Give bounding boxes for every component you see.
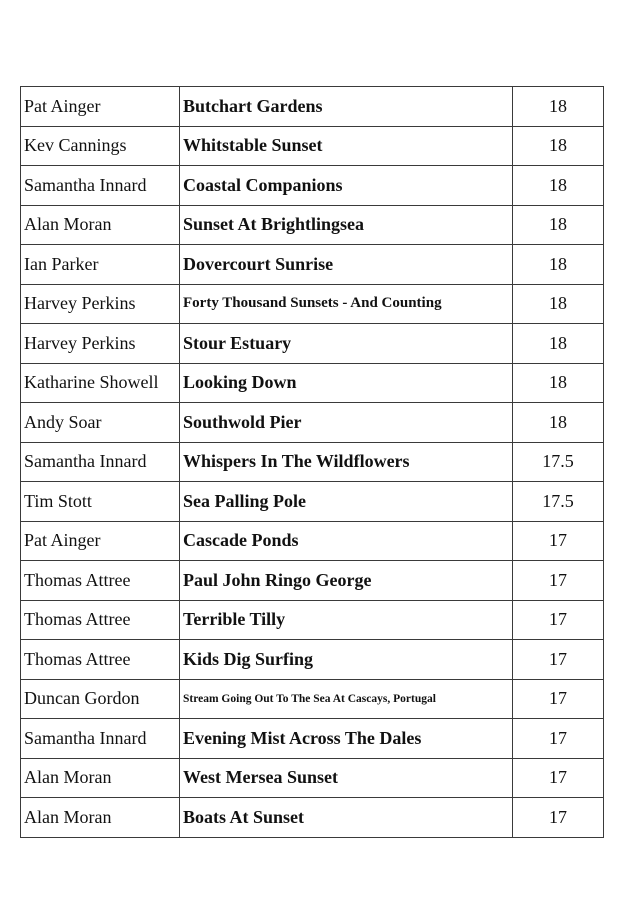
photographer-name: Alan Moran: [21, 205, 180, 245]
score: 17: [513, 758, 604, 798]
photographer-name: Katharine Showell: [21, 363, 180, 403]
photo-title: Sea Palling Pole: [180, 482, 513, 522]
score: 18: [513, 166, 604, 206]
photo-title: Terrible Tilly: [180, 600, 513, 640]
photographer-name: Samantha Innard: [21, 442, 180, 482]
score: 18: [513, 363, 604, 403]
photographer-name: Thomas Attree: [21, 600, 180, 640]
photographer-name: Alan Moran: [21, 798, 180, 838]
photo-title: Evening Mist Across The Dales: [180, 719, 513, 759]
photo-title: Looking Down: [180, 363, 513, 403]
photographer-name: Alan Moran: [21, 758, 180, 798]
table-row: [21, 205, 604, 245]
photographer-name: Samantha Innard: [21, 166, 180, 206]
table-row: [21, 798, 604, 838]
table-row: [21, 679, 604, 719]
table-row: [21, 166, 604, 206]
photo-title: Kids Dig Surfing: [180, 640, 513, 680]
photo-title: Coastal Companions: [180, 166, 513, 206]
score: 17: [513, 679, 604, 719]
photographer-name: Thomas Attree: [21, 640, 180, 680]
score: 17: [513, 798, 604, 838]
score: 17.5: [513, 442, 604, 482]
photo-title: Stour Estuary: [180, 324, 513, 364]
table-row: [21, 640, 604, 680]
score: 18: [513, 284, 604, 324]
photographer-name: Harvey Perkins: [21, 324, 180, 364]
table-row: [21, 758, 604, 798]
table-row: [21, 284, 604, 324]
score: 18: [513, 245, 604, 285]
table-row: [21, 403, 604, 443]
photographer-name: Samantha Innard: [21, 719, 180, 759]
score: 18: [513, 403, 604, 443]
table-row: [21, 442, 604, 482]
score: 17.5: [513, 482, 604, 522]
photographer-name: Harvey Perkins: [21, 284, 180, 324]
score: 17: [513, 561, 604, 601]
photo-title: Stream Going Out To The Sea At Cascays, Portugal: [180, 679, 513, 719]
score: 17: [513, 521, 604, 561]
photo-title: Forty Thousand Sunsets - And Counting: [180, 284, 513, 324]
table-row: [21, 600, 604, 640]
photographer-name: Tim Stott: [21, 482, 180, 522]
table-row: [21, 719, 604, 759]
photographer-name: Thomas Attree: [21, 561, 180, 601]
table-row: [21, 561, 604, 601]
photo-title: Butchart Gardens: [180, 87, 513, 127]
photo-title: Whispers In The Wildflowers: [180, 442, 513, 482]
photographer-name: Andy Soar: [21, 403, 180, 443]
photo-title: Cascade Ponds: [180, 521, 513, 561]
table-row: [21, 363, 604, 403]
photo-title: Paul John Ringo George: [180, 561, 513, 601]
table-row: [21, 245, 604, 285]
photographer-name: Pat Ainger: [21, 521, 180, 561]
photo-title: Whitstable Sunset: [180, 126, 513, 166]
score: 18: [513, 324, 604, 364]
photographer-name: Kev Cannings: [21, 126, 180, 166]
table-row: [21, 324, 604, 364]
score: 17: [513, 640, 604, 680]
photo-title: Dovercourt Sunrise: [180, 245, 513, 285]
photo-title: Southwold Pier: [180, 403, 513, 443]
score: 18: [513, 87, 604, 127]
table-row: [21, 87, 604, 127]
table-row: [21, 521, 604, 561]
score: 18: [513, 126, 604, 166]
photographer-name: Ian Parker: [21, 245, 180, 285]
photographer-name: Duncan Gordon: [21, 679, 180, 719]
photo-title: Sunset At Brightlingsea: [180, 205, 513, 245]
score: 18: [513, 205, 604, 245]
photographer-name: Pat Ainger: [21, 87, 180, 127]
score: 17: [513, 719, 604, 759]
results-table: [20, 86, 604, 838]
photo-title: West Mersea Sunset: [180, 758, 513, 798]
score: 17: [513, 600, 604, 640]
table-row: [21, 126, 604, 166]
table-row: [21, 482, 604, 522]
photo-title: Boats At Sunset: [180, 798, 513, 838]
